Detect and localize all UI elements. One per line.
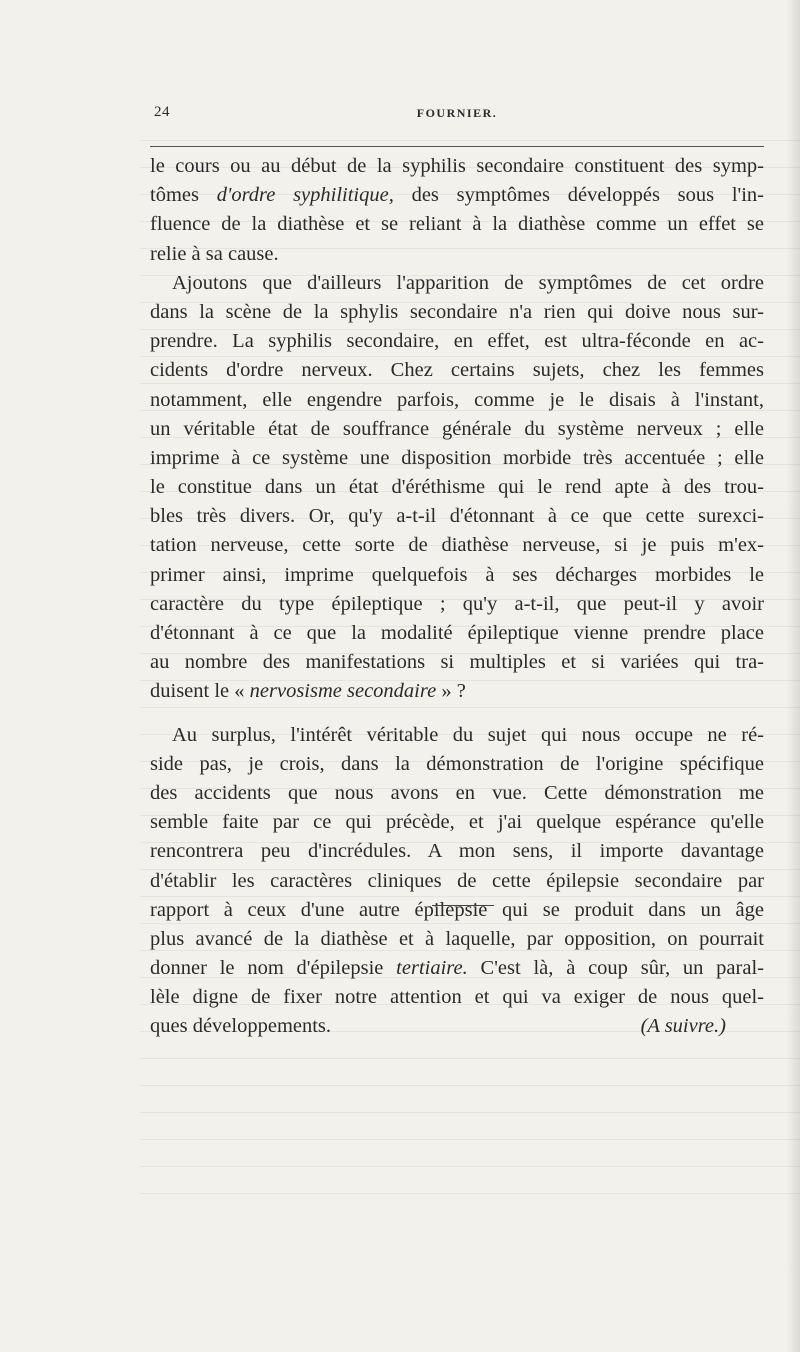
text-line: Au surplus, l'intérêt véritable du sujet qui nous occupe ne ré- xyxy=(172,723,764,746)
text-line: des accidents que nous avons en vue. Cette démonstration me xyxy=(150,781,764,804)
paragraph-gap xyxy=(150,707,764,721)
text-segment: C'est là, à coup sûr, un paral- xyxy=(467,957,764,980)
text-line: le cours ou au début de la syphilis secondaire constituent des symp- xyxy=(150,155,764,177)
text-line: dans la scène de la sphylis secondaire n'a rien qui doive nous sur- xyxy=(150,300,764,323)
text-line-with-italic xyxy=(150,677,764,706)
text-line: au nombre des manifestations si multiples et si variées qui tra- xyxy=(150,651,764,674)
text-segment: donner le nom d'épilepsie xyxy=(150,957,397,980)
text-line: Ajoutons que d'ailleurs l'apparition de symptômes de cet ordre xyxy=(172,271,764,294)
text-line: rencontrera peu d'incrédules. A mon sens, il importe davantage xyxy=(150,840,764,863)
text-line: d'établir les caractères cliniques de cette épilepsie secondaire par xyxy=(150,869,764,892)
body-text xyxy=(150,152,764,1042)
text-line: prendre. La syphilis secondaire, en effet, est ultra-féconde en ac- xyxy=(150,330,764,353)
running-title: FOURNIER. xyxy=(416,106,498,120)
page-edge-shadow xyxy=(786,0,800,1352)
text-line xyxy=(150,1012,764,1041)
text-segment: ques développements. xyxy=(150,1015,332,1038)
header-rule xyxy=(150,146,764,147)
italic-phrase: nervosisme secondaire xyxy=(249,680,437,703)
text-line: fluence de la diathèse et se reliant à la diathèse comme un effet se xyxy=(150,213,764,236)
text-segment: des symptômes développés sous l'in- xyxy=(393,184,764,207)
text-line: plus avancé de la diathèse et à laquelle, par opposition, on pourrait xyxy=(150,927,764,950)
text-line: semble faite par ce qui précède, et j'ai quelque espérance qu'elle xyxy=(150,811,764,834)
text-line: notamment, elle engendre parfois, comme je le disais à l'instant, xyxy=(150,388,764,411)
italic-phrase: tertiaire. xyxy=(396,957,468,980)
text-line: d'étonnant à ce que la modalité épileptique vienne prendre place xyxy=(150,622,764,644)
text-line: rapport à ceux d'une autre épilepsie qui se produit dans un âge xyxy=(150,898,764,921)
page-number: 24 xyxy=(154,104,170,120)
text-line-with-italic xyxy=(150,181,764,210)
text-line: bles très divers. Or, qu'y a-t-il d'étonnant à ce que cette surexci- xyxy=(150,505,764,528)
text-line: tation nerveuse, cette sorte de diathèse nerveuse, si je puis m'ex- xyxy=(150,534,764,557)
text-line: imprime à ce système une disposition morbide très accentuée ; elle xyxy=(150,446,764,469)
text-segment: duisent le « xyxy=(150,680,250,703)
text-line: un véritable état de souffrance générale du système nerveux ; elle xyxy=(150,417,764,440)
text-line: cidents d'ordre nerveux. Chez certains sujets, chez les femmes xyxy=(150,359,764,382)
italic-phrase: d'ordre syphilitique, xyxy=(216,184,394,207)
end-rule xyxy=(432,905,494,906)
text-line: relie à sa cause. xyxy=(150,242,279,265)
text-segment: tômes xyxy=(150,184,217,207)
text-line: primer ainsi, imprime quelquefois à ses décharges morbides le xyxy=(150,563,764,586)
to-be-continued-note: (A suivre.) xyxy=(640,1015,726,1038)
text-line: caractère du type épileptique ; qu'y a-t-il, que peut-il y avoir xyxy=(150,592,764,615)
text-line: side pas, je crois, dans la démonstration de l'origine spécifique xyxy=(150,752,764,775)
text-line: lèle digne de fixer notre attention et qui va exiger de nous quel- xyxy=(150,986,764,1009)
text-line-with-italic xyxy=(150,954,764,983)
running-head xyxy=(150,104,764,126)
text-line: le constitue dans un état d'éréthisme qui le rend apte à des trou- xyxy=(150,476,764,499)
text-segment: » ? xyxy=(436,680,466,703)
